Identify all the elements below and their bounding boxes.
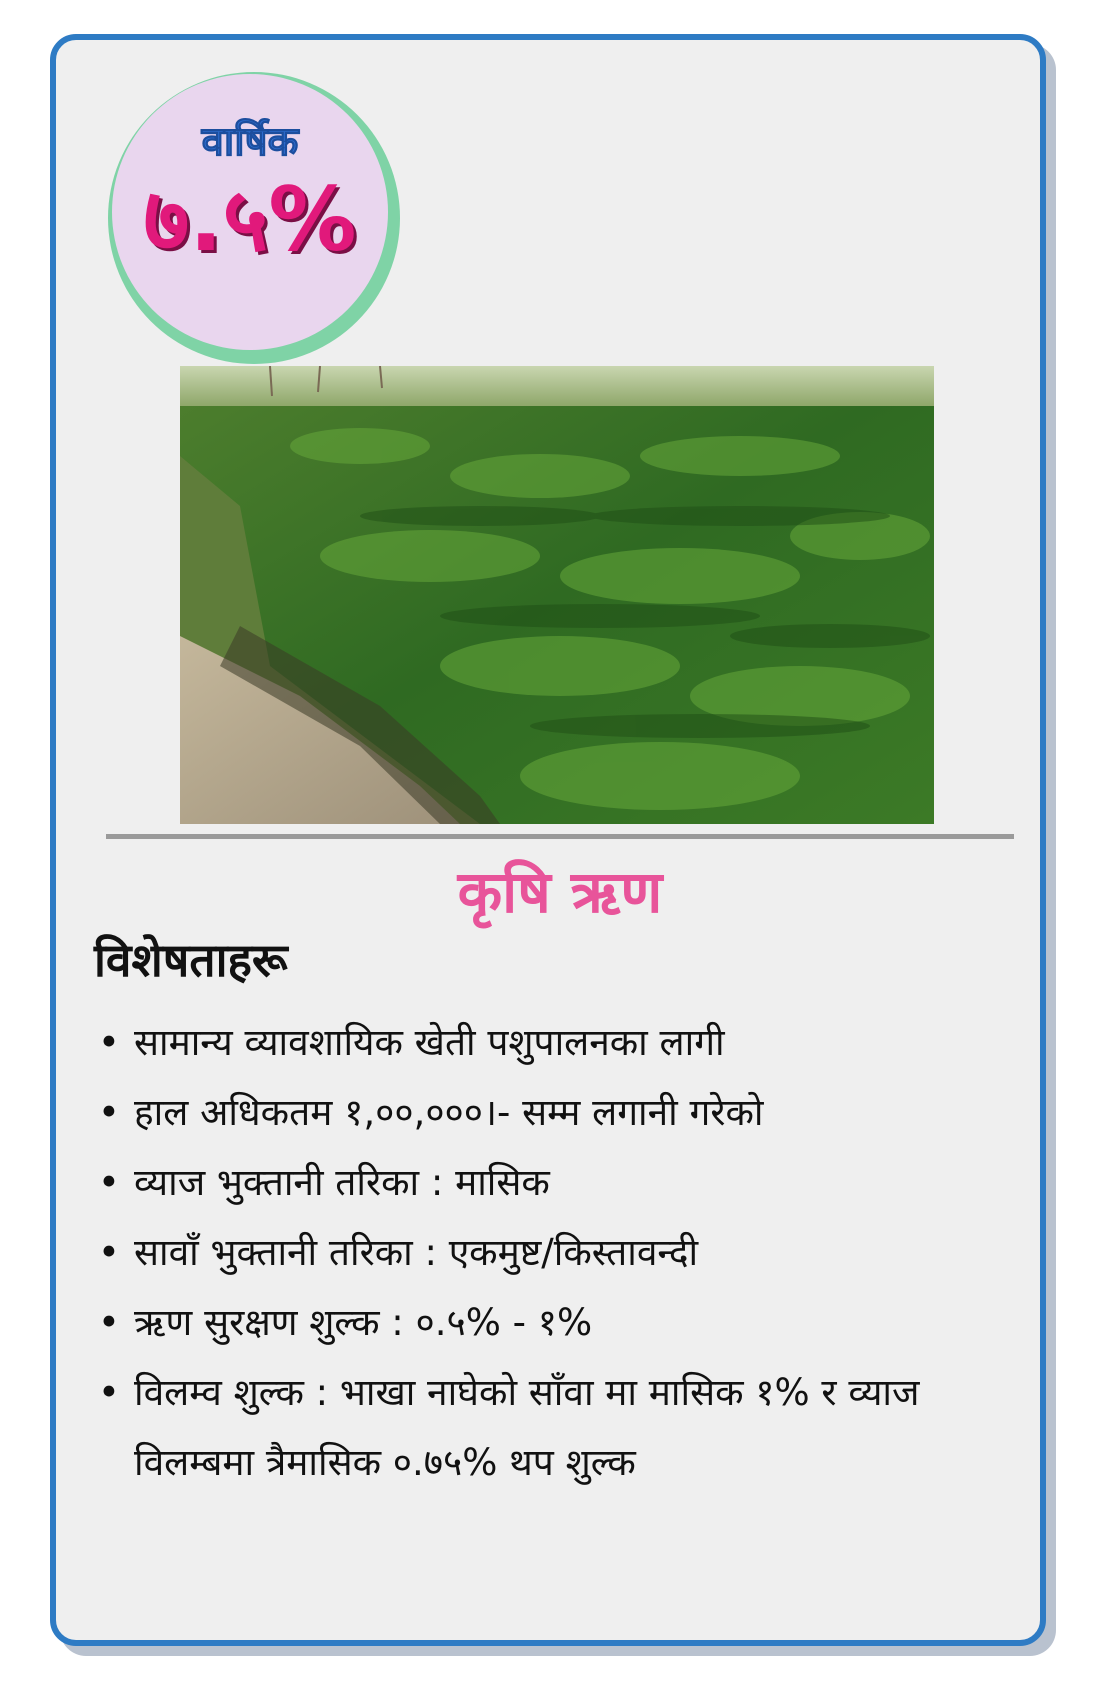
crop-field-photo: [180, 366, 934, 824]
features-heading: विशेषताहरू: [94, 933, 288, 987]
bullet-icon: •: [98, 1231, 120, 1274]
feature-text: सामान्य व्यावशायिक खेती पशुपालनका लागी: [134, 1021, 725, 1064]
feature-text: विलम्व शुल्क : भाखा नाघेको साँवा मा मासिक १% र व्याज विलम्बमा त्रैमासिक ०.७५% थप शुल्क: [134, 1371, 920, 1484]
bullet-icon: •: [98, 1301, 120, 1344]
feature-item: [94, 1358, 1024, 1498]
bullet-icon: •: [98, 1371, 120, 1414]
badge-rate: ७.५%: [143, 168, 357, 271]
section-divider: [106, 834, 1014, 839]
badge-inner-circle: [112, 74, 388, 350]
interest-rate-badge: [108, 72, 400, 364]
feature-text: व्याज भुक्तानी तरिका : मासिक: [134, 1161, 550, 1204]
feature-item: [94, 1218, 1024, 1288]
features-list: [94, 1008, 1024, 1498]
bullet-icon: •: [98, 1021, 120, 1064]
feature-item: [94, 1148, 1024, 1218]
feature-item: [94, 1008, 1024, 1078]
bullet-icon: •: [98, 1091, 120, 1134]
feature-item: [94, 1288, 1024, 1358]
page-title: कृषि ऋण: [457, 858, 663, 926]
feature-text: हाल अधिकतम १,००,०००।- सम्म लगानी गरेको: [134, 1091, 764, 1134]
badge-label: वार्षिक: [201, 119, 299, 165]
feature-item: [94, 1078, 1024, 1148]
feature-text: ऋण सुरक्षण शुल्क : ०.५% - १%: [134, 1301, 593, 1344]
bullet-icon: •: [98, 1161, 120, 1204]
feature-text: सावाँ भुक्तानी तरिका : एकमुष्ट/किस्तावन्दी: [134, 1231, 699, 1274]
